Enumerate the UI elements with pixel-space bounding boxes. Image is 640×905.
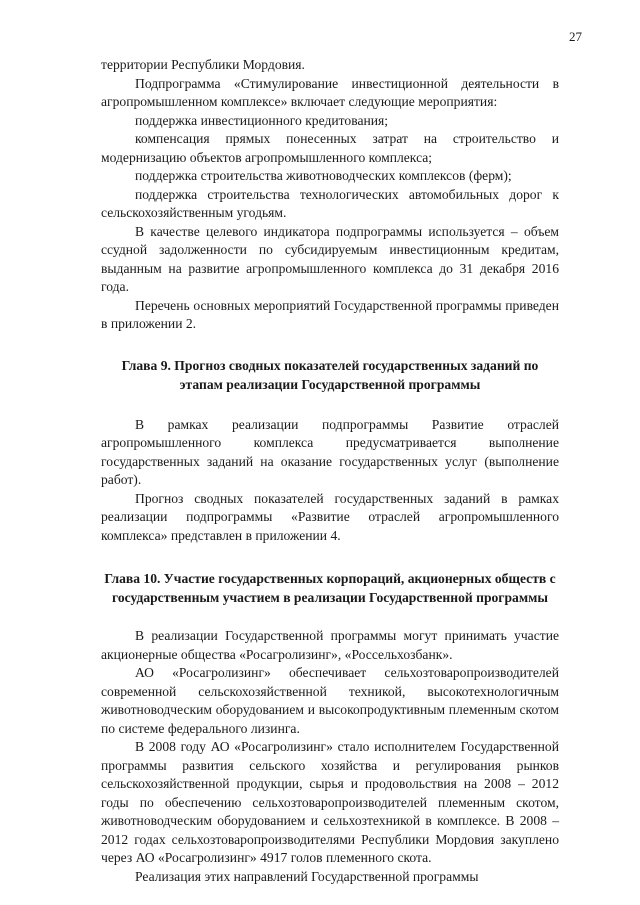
- paragraph: В реализации Государственной программы могут принимать участие акционерные общества «Росагролизинг», «Россельхозбанк».: [101, 628, 559, 662]
- paragraph: Перечень основных мероприятий Государственной программы приведен в приложении 2.: [101, 297, 559, 331]
- list-item: поддержка строительства технологических автомобильных дорог к сельскохозяйственным угодьям.: [101, 186, 559, 220]
- paragraph: В качестве целевого индикатора подпрограммы используется – объем ссудной задолженности по субсидируемым инвестиционным кредитам, выданным на развитие агропромышленного комплекса до 31 декабря 2016 года.: [101, 223, 559, 294]
- paragraph: Подпрограмма «Стимулирование инвестиционной деятельности в агропромышленном комплексе» включает следующие мероприятия:: [101, 75, 559, 109]
- paragraph: Прогноз сводных показателей государственных заданий в рамках реализации подпрограммы «Развитие отраслей агропромышленного комплекса» представлен в приложении 4.: [101, 490, 559, 543]
- paragraph: территории Республики Мордовия.: [101, 57, 305, 72]
- chapter-10-heading: Глава 10. Участие государственных корпораций, акционерных обществ с государственным участием в реализации Государственной программы: [104, 571, 556, 605]
- list-item: поддержка инвестиционного кредитования;: [135, 112, 389, 128]
- list-item: поддержка строительства животноводческих комплексов (ферм);: [135, 168, 512, 183]
- page-body: [101, 56, 559, 886]
- paragraph: В 2008 году АО «Росагролизинг» стало исполнителем Государственной программы развития сельского хозяйства и регулирования рынков сельскохозяйственной продукции, сырья и продовольствия на 2008 – 2012 годы по обеспечению сельхозтоваропроизводителей племенным скотом, животноводческим оборудованием и сельхозтехникой в комплексе. В 2008 – 2012 годах сельхозтоваропроизводителями Республики Мордовия закуплено через АО «Росагролизинг» 4917 голов племенного скота.: [101, 739, 559, 865]
- paragraph: АО «Росагролизинг» обеспечивает сельхозтоваропроизводителей современной сельскохозяйственной техникой, высокотехнологичным животноводческим оборудованием и высокопродуктивным племенным скотом по системе федерального лизинга.: [101, 665, 559, 736]
- list-item: компенсация прямых понесенных затрат на строительство и модернизацию объектов агропромышленного комплекса;: [101, 131, 559, 165]
- chapter-9-heading: Глава 9. Прогноз сводных показателей государственных заданий по этапам реализации Государственной программы: [121, 357, 539, 392]
- paragraph: Реализация этих направлений Государственной программы: [135, 868, 479, 884]
- page-number: 27: [569, 29, 582, 44]
- paragraph: В рамках реализации подпрограммы Развитие отраслей агропромышленного комплекса предусматривается выполнение государственных заданий на оказание государственных услуг (выполнение работ).: [101, 416, 559, 487]
